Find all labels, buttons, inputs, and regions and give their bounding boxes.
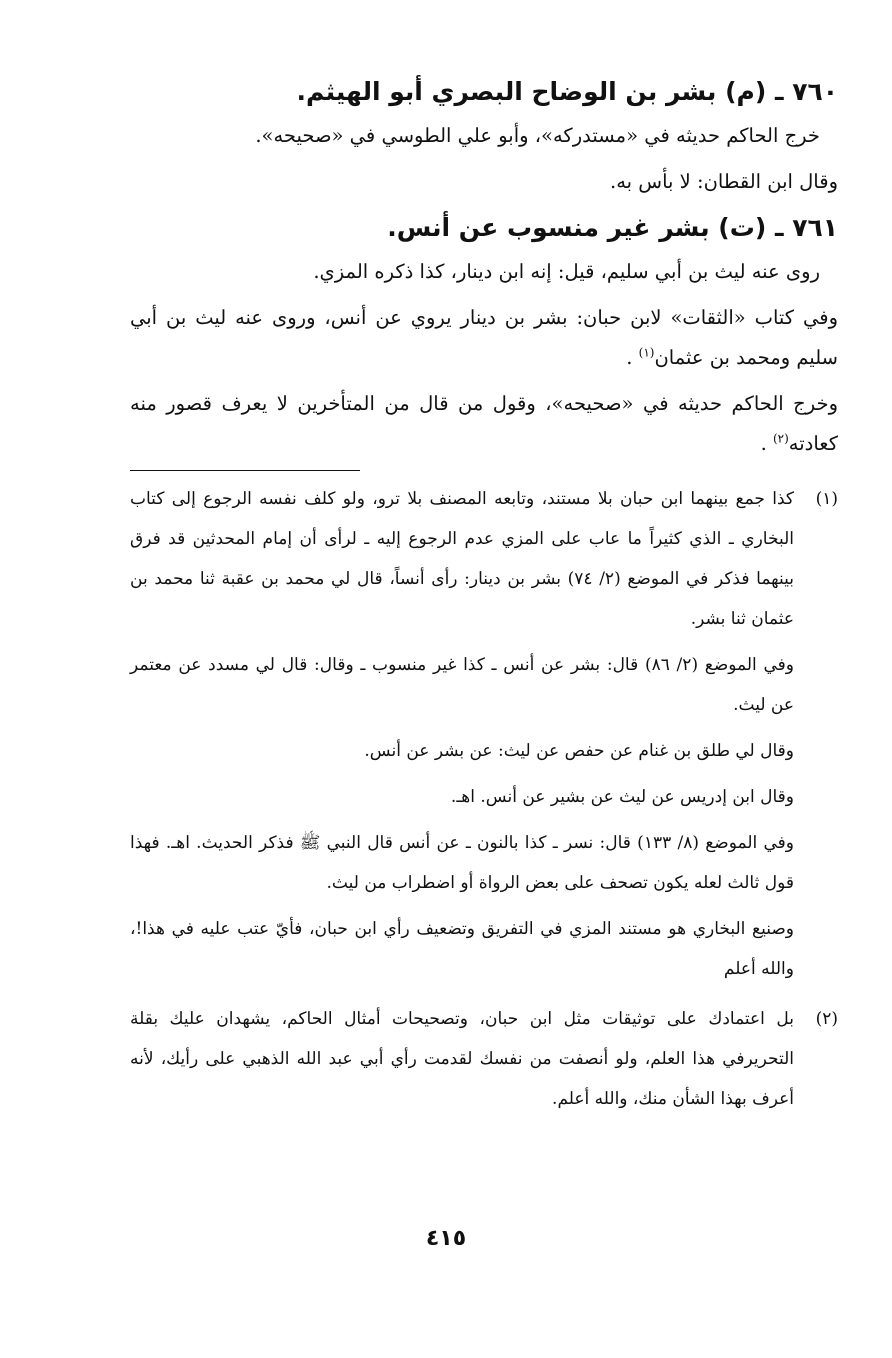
footnote-body	[130, 479, 794, 995]
entry-761-paragraph: روى عنه ليث بن أبي سليم، قيل: إنه ابن دينار، كذا ذكره المزي.	[313, 260, 820, 283]
footnote-1	[130, 479, 838, 995]
entry-761-paragraph: وفي كتاب «الثقات» لابن حبان: بشر بن دينار يروي عن أنس، وروى عنه ليث بن أبي سليم ومحمد بن عثمان$^{(١)}$ .	[130, 306, 838, 369]
main-text	[130, 72, 838, 1129]
footnote-number: (٢)	[815, 1009, 838, 1029]
entry-761-paragraph: وخرج الحاكم حديثه في «صحيحه»، وقول من قال من المتأخرين لا يعرف قصور منه كعادته$^{(٢)}$ .	[130, 392, 838, 455]
page-number: ٤١٥	[425, 1226, 467, 1251]
entry-heading-760: ٧٦٠ ـ (م) بشر بن الوضاح البصري أبو الهيثم.	[296, 77, 838, 106]
entry-760-paragraph: خرج الحاكم حديثه في «مستدركه»، وأبو علي الطوسي في «صحيحه».	[255, 124, 820, 147]
footnote-mark: (١)	[638, 345, 655, 360]
footnote-paragraph: وفي الموضع (٨/ ١٣٣) قال: نسر ـ كذا بالنون ـ عن أنس قال النبي ﷺ فذكر الحديث. اهـ. فهذا قول ثالث لعله يكون تصحف على بعض الرواة أو اضطراب من ليث.	[130, 833, 794, 893]
footnote-paragraph: وصنيع البخاري هو مستند المزي في التفريق وتضعيف رأي ابن حبان، فأيّ عتب عليه في هذا!، والله أعلم	[130, 919, 794, 979]
footnote-paragraph: وقال لي طلق بن غنام عن حفص عن ليث: عن بشر عن أنس.	[364, 741, 794, 761]
footnote-paragraph: وقال ابن إدريس عن ليث عن بشير عن أنس. اهـ.	[450, 787, 794, 807]
footnote-2	[130, 999, 838, 1125]
paragraph-text: وفي كتاب «الثقات» لابن حبان: بشر بن دينار يروي عن أنس، وروى عنه ليث بن أبي سليم ومحمد بن عثمان	[130, 306, 838, 369]
footnote-separator	[130, 470, 360, 471]
paragraph-text: وخرج الحاكم حديثه في «صحيحه»، وقول من قال من المتأخرين لا يعرف قصور منه كعادته	[130, 392, 838, 455]
footnote-paragraph: وفي الموضع (٢/ ٨٦) قال: بشر عن أنس ـ كذا غير منسوب ـ وقال: قال لي مسدد عن معتمر عن ليث.	[130, 655, 794, 715]
entry-760-paragraph: وقال ابن القطان: لا بأس به.	[610, 170, 838, 193]
footnotes-section	[130, 479, 838, 1125]
footnote-paragraph: بل اعتمادك على توثيقات مثل ابن حبان، وتصحيحات أمثال الحاكم، يشهدان عليك بقلة التحريرفي هذا العلم، ولو أنصفت من نفسك لقدمت رأي أبي عبد الله الذهبي على رأيك، لأنه أعرف بهذا الشأن منك، والله أعلم.	[130, 1009, 794, 1109]
footnote-mark: (٢)	[772, 431, 789, 446]
footnote-number: (١)	[815, 489, 838, 509]
footnote-paragraph: كذا جمع بينهما ابن حبان بلا مستند، وتابعه المصنف بلا ترو، ولو كلف نفسه الرجوع إلى كتاب البخاري ـ الذي كثيراً ما عاب على المزي عدم الرجوع إليه ـ لرأى أن إمام المحدثين قد فرق بينهما فذكر في الموضع (٢/ ٧٤) بشر بن دينار: رأى أنساً، قال لي محمد بن عقبة ثنا محمد بن عثمان ثنا بشر.	[130, 489, 794, 629]
footnote-body	[130, 999, 794, 1125]
entry-heading-761: ٧٦١ ـ (ت) بشر غير منسوب عن أنس.	[387, 213, 838, 242]
